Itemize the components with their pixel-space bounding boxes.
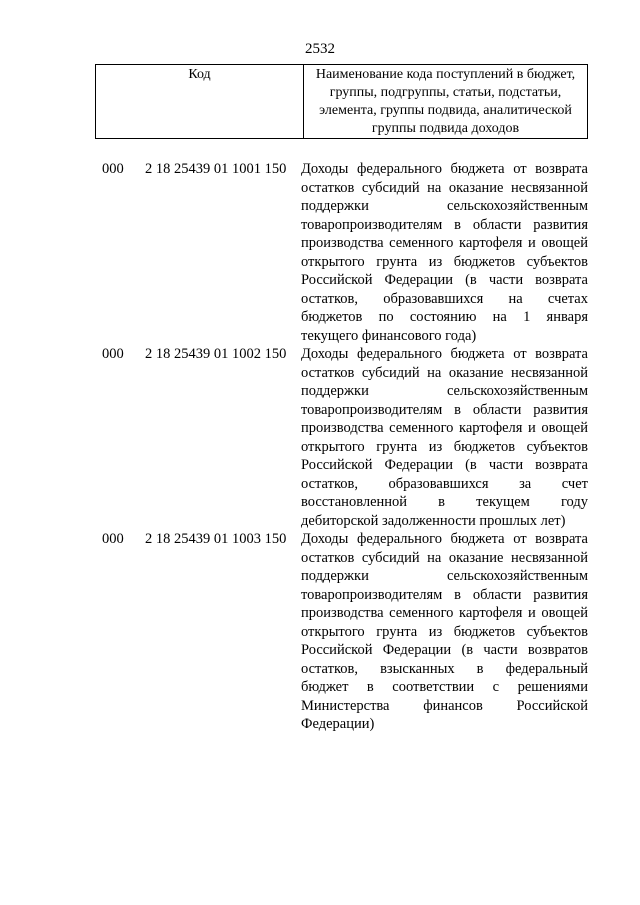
description-line: поддержки сельскохозяйственным xyxy=(301,383,588,399)
description-line: остатков субсидий на оказание несвязанной xyxy=(301,179,588,196)
description-line: остатков, взысканных в федеральный xyxy=(301,660,588,677)
description-line: восстановленной в текущем году xyxy=(301,494,588,510)
description-line: Доходы федерального бюджета от возврата xyxy=(301,531,588,547)
header-row xyxy=(96,65,588,139)
description-line: производства семенного картофеля и овощей xyxy=(301,235,588,251)
page-number: 2532 xyxy=(305,41,335,57)
description-line: открытого грунта из бюджетов субъектов xyxy=(301,253,588,270)
description-line: товаропроизводителям в области развития xyxy=(301,216,588,233)
description-line: Министерства финансов Российской xyxy=(301,697,588,714)
header-code-cell: Код xyxy=(96,65,304,139)
description-line: бюджетов по состоянию на 1 января xyxy=(301,309,588,325)
admin-code: 000 xyxy=(102,161,124,177)
description-line: бюджет в соответствии с решениями xyxy=(301,679,588,695)
description-line: производства семенного картофеля и овощей xyxy=(301,605,588,621)
revenue-code: 2 18 25439 01 1002 150 xyxy=(145,346,287,362)
description-line: Российской Федерации (в части возвратов xyxy=(301,642,588,658)
description-line: поддержки сельскохозяйственным xyxy=(301,198,588,214)
header-name-cell: Наименование кода поступлений в бюджет, группы, подгруппы, статьи, подстатьи, элемента, группы подвида, аналитической группы подвида доходов xyxy=(304,65,588,139)
revenue-description xyxy=(301,345,588,530)
revenue-code-list xyxy=(0,160,640,734)
description-line: открытого грунта из бюджетов субъектов xyxy=(301,623,588,640)
description-line: остатков, образовавшихся на счетах xyxy=(301,290,588,307)
admin-code: 000 xyxy=(102,346,124,362)
revenue-code: 2 18 25439 01 1003 150 xyxy=(145,531,287,547)
description-line: Российской Федерации (в части возврата xyxy=(301,457,588,473)
header-table xyxy=(95,64,588,139)
description-line: производства семенного картофеля и овощей xyxy=(301,420,588,436)
description-line: товаропроизводителям в области развития xyxy=(301,586,588,603)
description-line: Федерации) xyxy=(301,716,375,732)
description-line: Российской Федерации (в части возврата xyxy=(301,272,588,288)
description-line: Доходы федерального бюджета от возврата xyxy=(301,346,588,362)
description-line: товаропроизводителям в области развития xyxy=(301,401,588,418)
admin-code: 000 xyxy=(102,531,124,547)
revenue-code: 2 18 25439 01 1001 150 xyxy=(145,161,287,177)
description-line: остатков, образовавшихся за счет xyxy=(301,475,588,492)
description-line: Доходы федерального бюджета от возврата xyxy=(301,161,588,177)
description-line: текущего финансового года) xyxy=(301,327,477,344)
entry-row xyxy=(0,345,640,530)
description-line: дебиторской задолженности прошлых лет) xyxy=(301,512,566,529)
entry-row xyxy=(0,530,640,734)
description-line: поддержки сельскохозяйственным xyxy=(301,568,588,584)
revenue-description xyxy=(301,160,588,345)
revenue-description xyxy=(301,530,588,734)
description-line: остатков субсидий на оказание несвязанной xyxy=(301,549,588,566)
description-line: открытого грунта из бюджетов субъектов xyxy=(301,438,588,455)
description-line: остатков субсидий на оказание несвязанной xyxy=(301,364,588,381)
entry-row xyxy=(0,160,640,345)
